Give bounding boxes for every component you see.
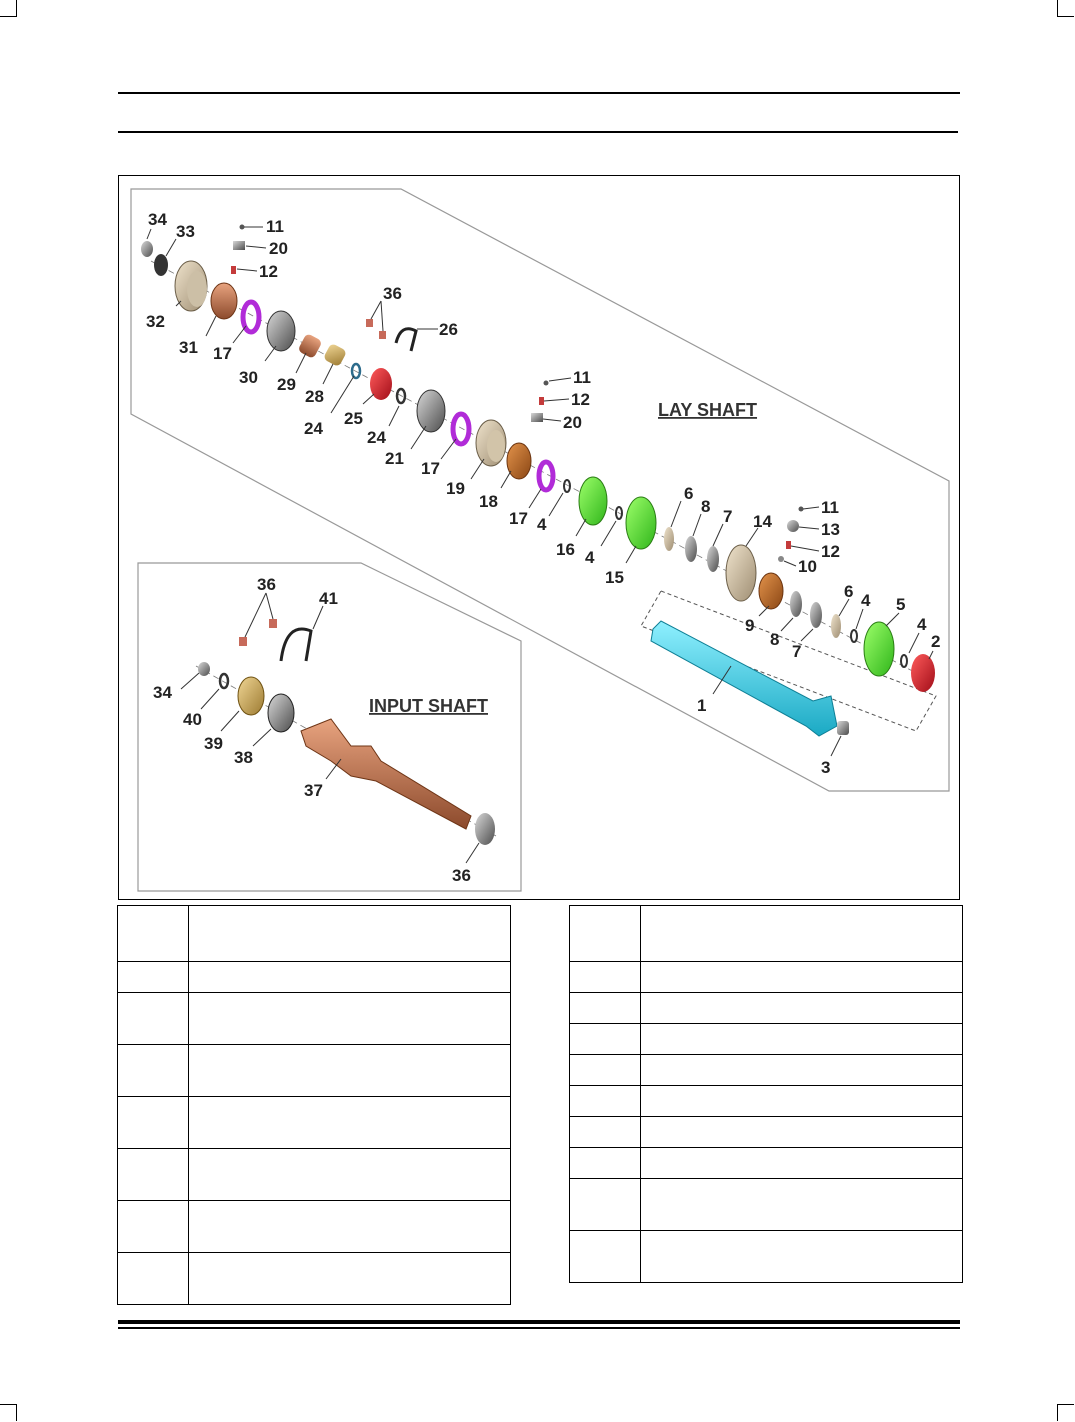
part-7-ring-a — [707, 546, 719, 572]
part-15-gear — [626, 497, 656, 549]
part-29-bush — [297, 333, 322, 359]
callout-41: 41 — [319, 589, 338, 608]
callout-7-b: 7 — [792, 642, 802, 661]
part-37-input-shaft — [301, 719, 471, 829]
table-row — [118, 1097, 511, 1149]
callout-12-b: 12 — [571, 390, 590, 409]
part-3-bearing — [837, 721, 849, 735]
callout-34-input: 34 — [153, 683, 172, 702]
table-row — [570, 1086, 963, 1117]
callout-8-b: 8 — [770, 630, 780, 649]
part-32-sleeve-bore — [187, 271, 207, 307]
callout-29: 29 — [277, 375, 296, 394]
callout-12-c: 12 — [821, 542, 840, 561]
table-row — [118, 993, 511, 1045]
table-row — [570, 993, 963, 1024]
crop-mark-top-right — [1057, 0, 1074, 17]
callout-21: 21 — [385, 449, 404, 468]
footer-rule-thick — [118, 1320, 960, 1324]
callout-20-a: 20 — [269, 239, 288, 258]
part-41-retainer — [281, 629, 311, 661]
callout-3: 3 — [821, 758, 831, 777]
callout-20-b: 20 — [563, 413, 582, 432]
table-row — [570, 1024, 963, 1055]
callout-4-d: 4 — [917, 615, 927, 634]
callout-11-b: 11 — [573, 368, 591, 387]
callout-27-b: 36 — [257, 575, 276, 594]
part-28-needle-bearing — [323, 343, 347, 367]
part-36-bearing — [475, 813, 495, 845]
part-18-hub — [507, 443, 531, 479]
callout-8-a: 8 — [701, 497, 711, 516]
callout-6-a: 6 — [684, 484, 694, 503]
part-40-washer — [220, 674, 228, 688]
part-4-circlip-c — [851, 630, 857, 642]
callout-26: 26 — [439, 320, 458, 339]
leader-lines — [147, 227, 933, 863]
table-row — [570, 1231, 963, 1283]
part-30-gear — [267, 311, 295, 351]
callout-7-a: 7 — [723, 507, 733, 526]
part-20-plunger-b — [531, 413, 543, 422]
callout-25: 25 — [344, 409, 363, 428]
callout-12-a: 12 — [259, 262, 278, 281]
callout-10: 10 — [798, 557, 817, 576]
callout-31: 31 — [179, 338, 198, 357]
part-8-washer-b — [790, 591, 802, 617]
lay-shaft-title: LAY SHAFT — [658, 400, 758, 420]
callout-13: 13 — [821, 520, 840, 539]
callout-2: 2 — [931, 632, 941, 651]
callout-5: 5 — [896, 595, 906, 614]
crop-mark-bottom-left — [0, 1404, 17, 1421]
table-row — [570, 962, 963, 993]
part-8-washer-a — [685, 536, 697, 562]
callout-18: 18 — [479, 492, 498, 511]
part-7-ring-b — [810, 602, 822, 628]
part-4-circlip-d — [901, 655, 907, 667]
table-row — [118, 1201, 511, 1253]
part-1-lay-shaft — [651, 621, 837, 736]
callout-28: 28 — [305, 387, 324, 406]
part-31-hub — [211, 283, 237, 319]
part-26-retainer — [396, 329, 416, 351]
footer-rule-thin — [118, 1327, 960, 1329]
part-12-spring-c — [786, 541, 791, 549]
part-6-thrust-washer-b — [831, 614, 841, 638]
part-38-bearing — [268, 694, 294, 732]
callout-27-a: 36 — [383, 284, 402, 303]
table-row — [570, 1117, 963, 1148]
callout-38: 38 — [234, 748, 253, 767]
callout-4-b: 4 — [585, 548, 595, 567]
table-row — [570, 1179, 963, 1231]
table-row — [570, 906, 963, 962]
part-27-bolt-d — [269, 619, 277, 628]
part-11-ball-c — [799, 507, 804, 512]
part-34-nut — [141, 241, 153, 257]
exploded-view-frame — [118, 175, 960, 900]
part-17-synchro-ring-c — [539, 462, 553, 490]
callout-1: 1 — [697, 696, 707, 715]
part-6-thrust-washer-a — [664, 527, 674, 551]
parts-table-left — [117, 905, 511, 1305]
part-34-nut-input — [198, 662, 210, 676]
callout-19: 19 — [446, 479, 465, 498]
part-10-pin — [778, 556, 784, 562]
callout-24-b: 24 — [367, 428, 386, 447]
callout-16: 16 — [556, 540, 575, 559]
crop-mark-top-left — [0, 0, 17, 17]
part-27-bolt-b — [379, 331, 386, 339]
table-row — [118, 962, 511, 993]
callout-24-a: 24 — [304, 419, 323, 438]
part-14-sleeve — [726, 545, 756, 601]
crop-mark-bottom-right — [1057, 1404, 1074, 1421]
part-27-bolt-c — [239, 637, 247, 646]
exploded-view-diagram — [119, 176, 959, 898]
part-19-sleeve-bore — [487, 430, 505, 462]
part-20-plunger-a — [233, 241, 245, 250]
header-rule-top — [118, 92, 960, 94]
callout-33: 33 — [176, 222, 195, 241]
callout-9: 9 — [745, 616, 755, 635]
part-11-ball-a — [240, 225, 245, 230]
table-row — [118, 1253, 511, 1305]
part-11-ball-b — [544, 381, 549, 386]
callout-4-c: 4 — [861, 591, 871, 610]
part-2-bearing — [911, 654, 935, 692]
header-rule-bottom — [118, 131, 958, 133]
part-27-bolt-a — [366, 319, 373, 327]
part-12-spring-b — [539, 397, 544, 405]
callout-30: 30 — [239, 368, 258, 387]
callout-40: 40 — [183, 710, 202, 729]
callout-17-b: 17 — [421, 459, 440, 478]
parts-table-right — [569, 905, 963, 1283]
part-5-gear — [864, 622, 894, 676]
table-row — [118, 906, 511, 962]
part-33-lock-washer — [154, 254, 168, 276]
callout-39: 39 — [204, 734, 223, 753]
callout-11-c: 11 — [821, 498, 839, 517]
part-12-spring-a — [231, 266, 236, 274]
part-13-star-washer — [787, 520, 799, 532]
callout-11-a: 11 — [266, 217, 284, 236]
table-row — [570, 1055, 963, 1086]
callout-17-a: 17 — [213, 344, 232, 363]
callout-17-c: 17 — [509, 509, 528, 528]
table-row — [570, 1148, 963, 1179]
table-row — [118, 1149, 511, 1201]
part-9-hub — [759, 573, 783, 609]
table-row — [118, 1045, 511, 1097]
callout-6-b: 6 — [844, 582, 854, 601]
input-shaft-title: INPUT SHAFT — [369, 696, 488, 716]
callout-15: 15 — [605, 568, 624, 587]
part-16-gear — [579, 477, 607, 525]
callout-14: 14 — [753, 512, 772, 531]
callout-36: 36 — [452, 866, 471, 885]
part-4-circlip-a — [564, 480, 570, 492]
part-21-gear — [417, 390, 445, 432]
callout-4-a: 4 — [537, 515, 547, 534]
part-39-gear — [238, 677, 264, 715]
callout-32: 32 — [146, 312, 165, 331]
callout-34: 34 — [148, 210, 167, 229]
callout-37: 37 — [304, 781, 323, 800]
